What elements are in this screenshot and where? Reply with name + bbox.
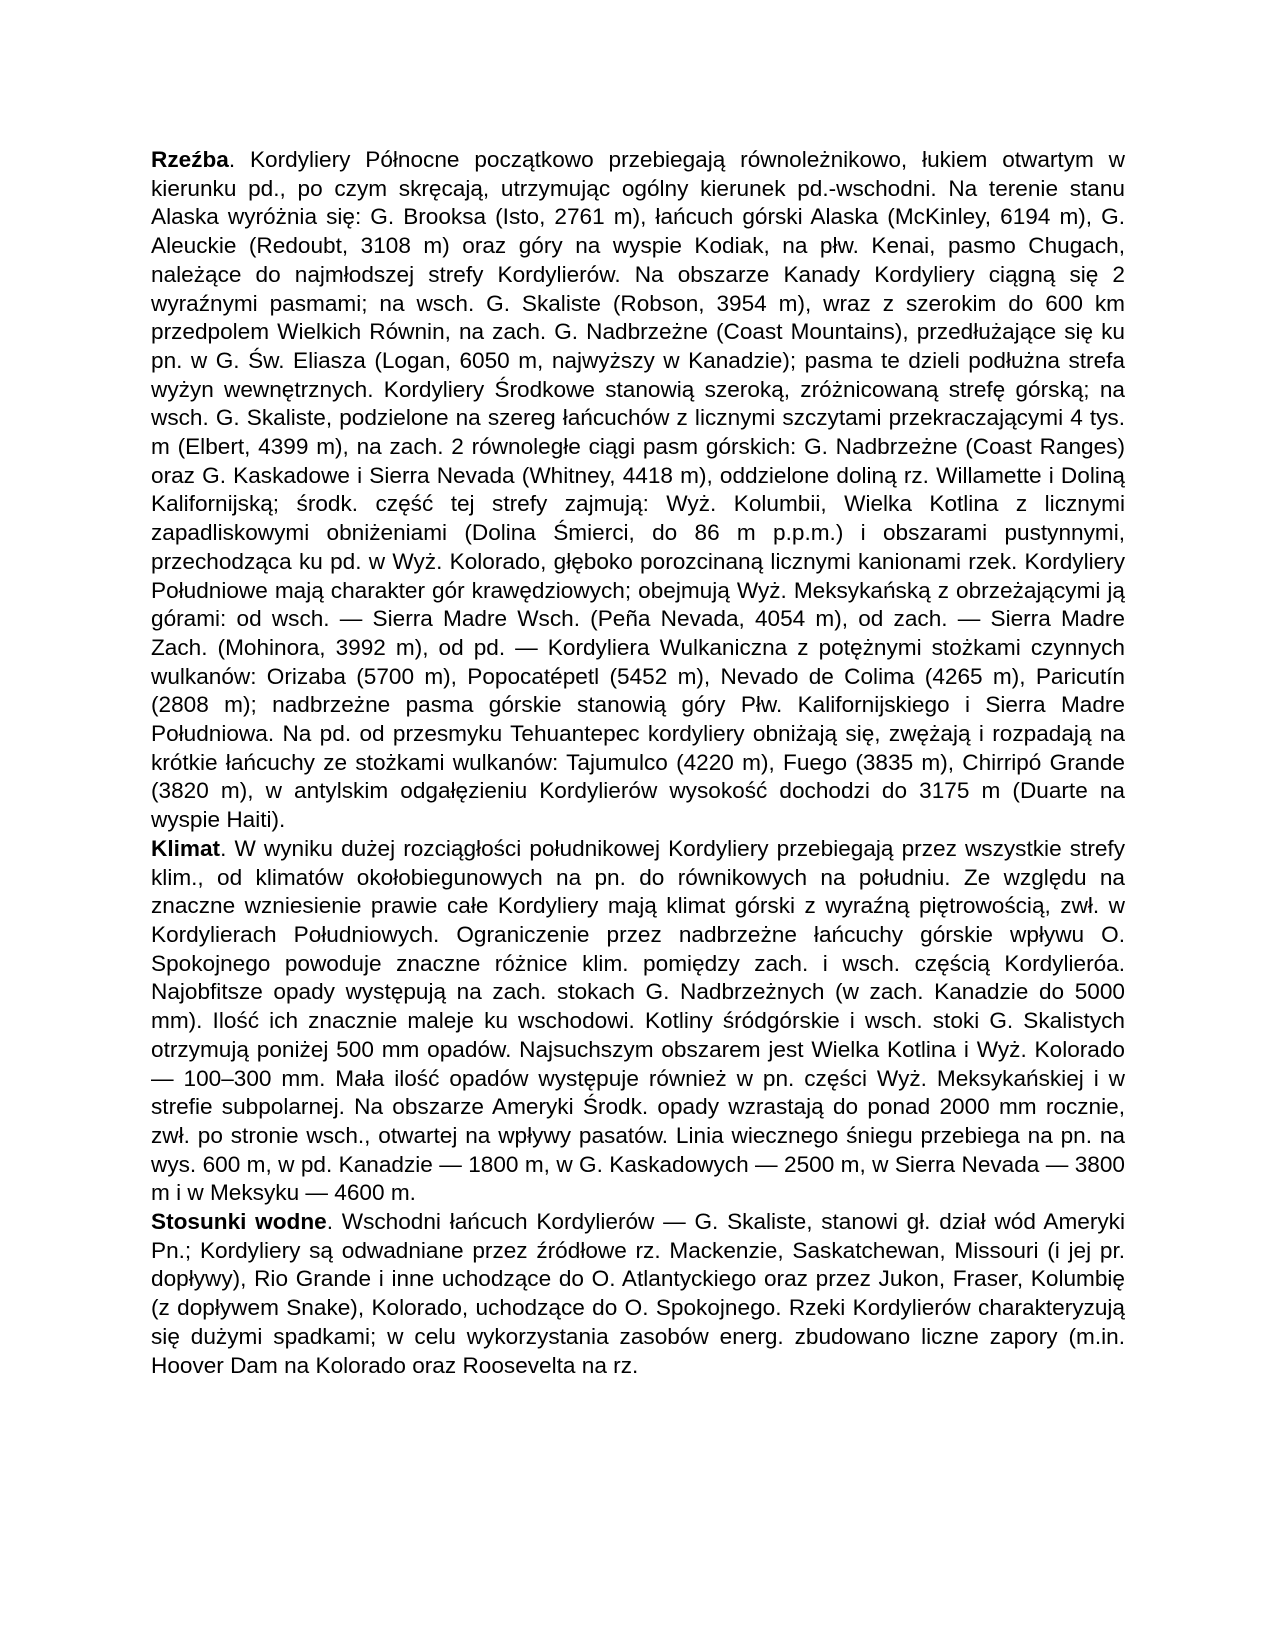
- paragraph-rzezba: [151, 146, 1125, 835]
- section-text-stosunki-wodne: . Wschodni łańcuch Kordylierów — G. Skaliste, stanowi gł. dział wód Ameryki Pn.; Kordyliery są odwadniane przez źródłowe rz. Mackenzie, Saskatchewan, Missouri (i jej pr. dopływy), Rio Grande i inne uchodzące do O. Atlantyckiego oraz przez Jukon, Fraser, Kolumbię (z dopływem Snake), Kolorado, uchodzące do O. Spokojnego. Rzeki Kordylierów charakteryzują się dużymi spadkami; w celu wykorzystania zasobów energ. zbudowano liczne zapory (m.in. Hoover Dam na Kolorado oraz Roosevelta na rz.: [151, 1209, 1125, 1378]
- section-heading-klimat: Klimat: [151, 835, 221, 861]
- paragraph-stosunki-wodne: [151, 1208, 1125, 1380]
- paragraph-klimat: [151, 835, 1125, 1208]
- section-heading-stosunki-wodne: Stosunki wodne: [151, 1209, 327, 1235]
- section-heading-rzezba: Rzeźba: [151, 147, 229, 172]
- section-text-rzezba: . Kordyliery Północne początkowo przebiegają równoleżnikowo, łukiem otwartym w kierunku pd., po czym skręcają, utrzymując ogólny kierunek pd.-wschodni. Na terenie stanu Alaska wyróżnia się: G. Brooksa (Isto, 2761 m), łańcuch górski Alaska (McKinley, 6194 m), G. Aleuckie (Redoubt, 3108 m) oraz góry na wyspie Kodiak, na płw. Kenai, pasmo Chugach, należące do najmłodszej strefy Kordylierów. Na obszarze Kanady Kordyliery ciągną się 2 wyraźnymi pasmami; na wsch. G. Skaliste (Robson, 3954 m), wraz z szerokim do 600 km przedpolem Wielkich Równin, na zach. G. Nadbrzeżne (Coast Mountains), przedłużające się ku pn. w G. Św. Eliasza (Logan, 6050 m, najwyższy w Kanadzie); pasma te dzieli podłużna strefa wyżyn wewnętrznych. Kordyliery Środkowe stanowią szeroką, zróżnicowaną strefę górską; na wsch. G. Skaliste, podzielone na szereg łańcuchów z licznymi szczytami przekraczającymi 4 tys. m (Elbert, 4399 m), na zach. 2 równoległe ciągi pasm górskich: G. Nadbrzeżne (Coast Ranges) oraz G. Kaskadowe i Sierra Nevada (Whitney, 4418 m), oddzielone doliną rz. Willamette i Doliną Kalifornijską; środk. część tej strefy zajmują: Wyż. Kolumbii, Wielka Kotlina z licznymi zapadliskowymi obniżeniami (Dolina Śmierci, do 86 m p.p.m.) i obszarami pustynnymi, przechodząca ku pd. w Wyż. Kolorado, głęboko porozcinaną licznymi kanionami rzek. Kordyliery Południowe mają charakter gór krawędziowych; obejmują Wyż. Meksykańską z obrzeżającymi ją górami: od wsch. — Sierra Madre Wsch. (Peña Nevada, 4054 m), od zach. — Sierra Madre Zach. (Mohinora, 3992 m), od pd. — Kordyliera Wulkaniczna z potężnymi stożkami czynnych wulkanów: Orizaba (5700 m), Popocatépetl (5452 m), Nevado de Colima (4265 m), Paricutín (2808 m); nadbrzeżne pasma górskie stanowią góry Płw. Kalifornijskiego i Sierra Madre Południowa. Na pd. od przesmyku Tehuantepec kordyliery obniżają się, zwężają i rozpadają na krótkie łańcuchy ze stożkami wulkanów: Tajumulco (4220 m), Fuego (3835 m), Chirripó Grande (3820 m), w antylskim odgałęzieniu Kordylierów wysokość dochodzi do 3175 m (Duarte na wyspie Haiti).: [151, 147, 1125, 833]
- document-page: [151, 146, 1125, 1380]
- section-text-klimat: . W wyniku dużej rozciągłości południkowej Kordyliery przebiegają przez wszystkie strefy klim., od klimatów okołobiegunowych na pn. do równikowych na południu. Ze względu na znaczne wzniesienie prawie całe Kordyliery mają klimat górski z wyraźną piętrowością, zwł. w Kordylierach Południowych. Ograniczenie przez nadbrzeżne łańcuchy górskie wpływu O. Spokojnego powoduje znaczne różnice klim. pomiędzy zach. i wsch. częścią Kordylieróa. Najobfitsze opady występują na zach. stokach G. Nadbrzeżnych (w zach. Kanadzie do 5000 mm). Ilość ich znacznie maleje ku wschodowi. Kotliny śródgórskie i wsch. stoki G. Skalistych otrzymują poniżej 500 mm opadów. Najsuchszym obszarem jest Wielka Kotlina i Wyż. Kolorado — 100–300 mm. Mała ilość opadów występuje również w pn. części Wyż. Meksykańskiej i w strefie subpolarnej. Na obszarze Ameryki Środk. opady wzrastają do ponad 2000 mm rocznie, zwł. po stronie wsch., otwartej na wpływy pasatów. Linia wiecznego śniegu przebiega na pn. na wys. 600 m, w pd. Kanadzie — 1800 m, w G. Kaskadowych — 2500 m, w Sierra Nevada — 3800 m i w Meksyku — 4600 m.: [151, 835, 1125, 1206]
